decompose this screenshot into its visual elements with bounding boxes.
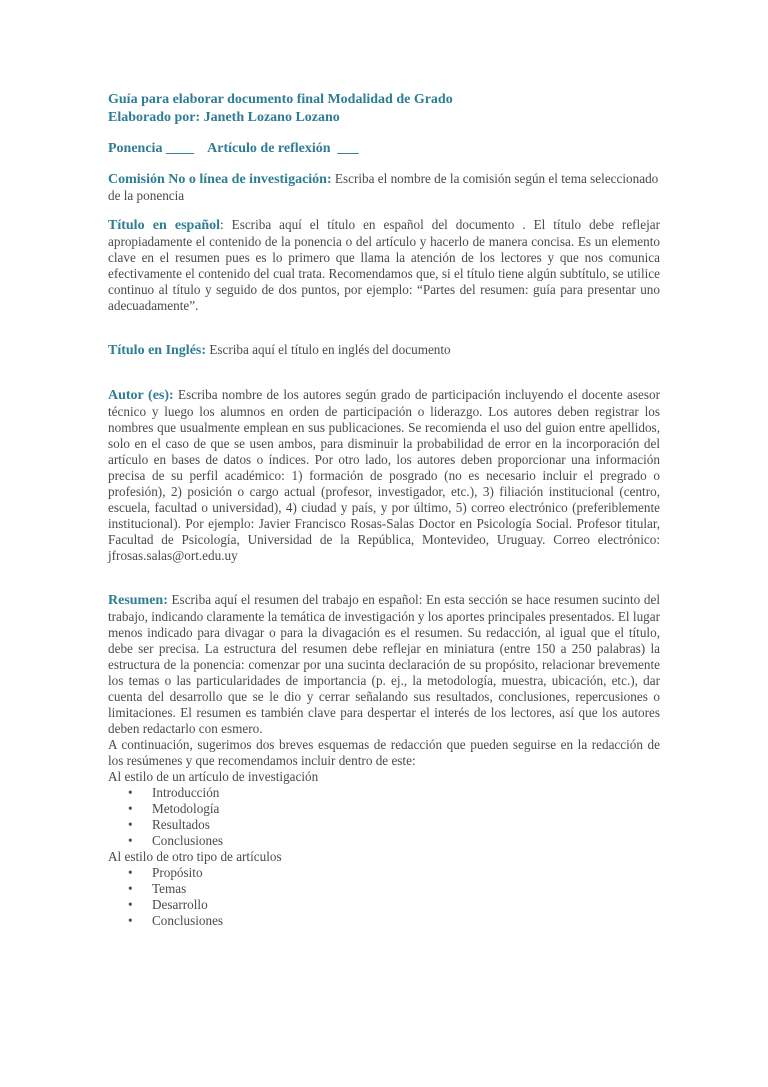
list-item: • Propósito xyxy=(128,865,203,880)
autores-paragraph xyxy=(108,387,660,564)
titulo-es-label: Título en español xyxy=(108,218,221,233)
list-item: • Temas xyxy=(128,881,187,896)
resumen-label: Resumen: xyxy=(108,593,168,608)
titulo-en-label: Título en Inglés: xyxy=(108,343,207,358)
bullet-icon: • xyxy=(128,817,133,832)
autores-label: Autor (es): xyxy=(108,388,174,403)
titulo-es-paragraph xyxy=(108,217,660,314)
bullet-icon: • xyxy=(128,897,133,912)
bullet-icon: • xyxy=(128,865,133,880)
resumen-continuation: A continuación, sugerimos dos breves esquemas de redacción que pueden seguirse en la redacción de los resúmenes y que recomendamos incluir dentro de este: xyxy=(108,737,660,768)
list-item: • Resultados xyxy=(128,817,210,832)
style2-label: Al estilo de otro tipo de artículos xyxy=(108,849,282,864)
style1-list xyxy=(108,785,660,849)
autores-text: Escriba nombre de los autores según grado de participación incluyendo el docente asesor técnico y luego los alumnos en orden de participación o liderazgo. Los autores deben registrar los nombres que usualmente emplean en sus publicaciones. Se recomienda el uso del guion entre apellidos, solo en el caso de que se usen ambos, para disminuir la probabilidad de error en la incorporación del artículo en bases de datos o índices. Por otro lado, los autores deben proporcionar una información precisa de su perfil académico: 1) formación de posgrado (no es necesario incluir el pregrado o profesión), 2) posición o cargo actual (profesor, investigador, etc.), 3) filiación institucional (centro, escuela, facultad o universidad), 4) ciudad y país, y por último, 5) correo electrónico (preferiblemente institucional). Por ejemplo: Javier Francisco Rosas-Salas Doctor en Psicología Social. Profesor titular, Facultad de Psicología, Universidad de la República, Montevideo, Uruguay. Correo electrónico: jfrosas.salas@ort.edu.uy xyxy=(108,387,660,563)
document-type-line: Ponencia ____ Artículo de reflexión ___ xyxy=(108,141,359,156)
resumen-text: Escriba aquí el resumen del trabajo en español: En esta sección se hace resumen sucinto del trabajo, indicando claramente la temática de investigación y los aportes principales presentados. El lugar menos indicado para divagar o para la divagación es el resumen. Su redacción, al igual que el título, debe ser precisa. La estructura del resumen debe reflejar en miniatura (entre 150 a 250 palabras) la estructura de la ponencia: comenzar por una sucinta declaración de su propósito, relacionar brevemente los temas o las particularidades de importancia (p. ej., la metodología, muestra, ubicación, etc.), dar cuenta del desarrollo que se le dio y cerrar señalando sus resultados, conclusiones, repercusiones o limitaciones. El resumen es también clave para despertar el interés de los lectores, así que los autores deben redactarlo con esmero. xyxy=(108,592,660,736)
style2-list xyxy=(108,865,660,929)
bullet-icon: • xyxy=(128,785,133,800)
document-title: Guía para elaborar documento final Modalidad de Grado xyxy=(108,92,453,107)
bullet-icon: • xyxy=(128,881,133,896)
document-author: Elaborado por: Janeth Lozano Lozano xyxy=(108,110,340,125)
list-item: • Introducción xyxy=(128,785,220,800)
list-item: • Metodología xyxy=(128,801,220,816)
comision-label: Comisión No o línea de investigación: xyxy=(108,172,332,187)
bullet-icon: • xyxy=(128,913,133,928)
list-item: • Conclusiones xyxy=(128,913,224,928)
comision-paragraph xyxy=(108,171,660,204)
style1-label: Al estilo de un artículo de investigación xyxy=(108,769,319,784)
titulo-en-text: Escriba aquí el título en inglés del documento xyxy=(206,342,451,357)
titulo-es-text: : Escriba aquí el título en español del documento . El título debe reflejar apropiadamente el contenido de la ponencia o del artículo y hacerlo de manera concisa. Es un elemento clave en el resumen pues es lo primero que llama la atención de los lectores y que nos comunica efectivamente el contenido del cual trata. Recomendamos que, si el título tiene algún subtítulo, se utilice continuo al título y seguido de dos puntos, por ejemplo: “Partes del resumen: guía para presentar uno adecuadamente”. xyxy=(108,217,660,313)
bullet-icon: • xyxy=(128,801,133,816)
titulo-en-paragraph xyxy=(108,342,660,359)
comision-text: Escriba el nombre de la comisión según el tema seleccionado de la ponencia xyxy=(108,171,659,203)
bullet-icon: • xyxy=(128,833,133,848)
document-body xyxy=(108,91,660,929)
resumen-paragraph xyxy=(108,592,660,737)
list-item: • Desarrollo xyxy=(128,897,208,912)
list-item: • Conclusiones xyxy=(128,833,224,848)
